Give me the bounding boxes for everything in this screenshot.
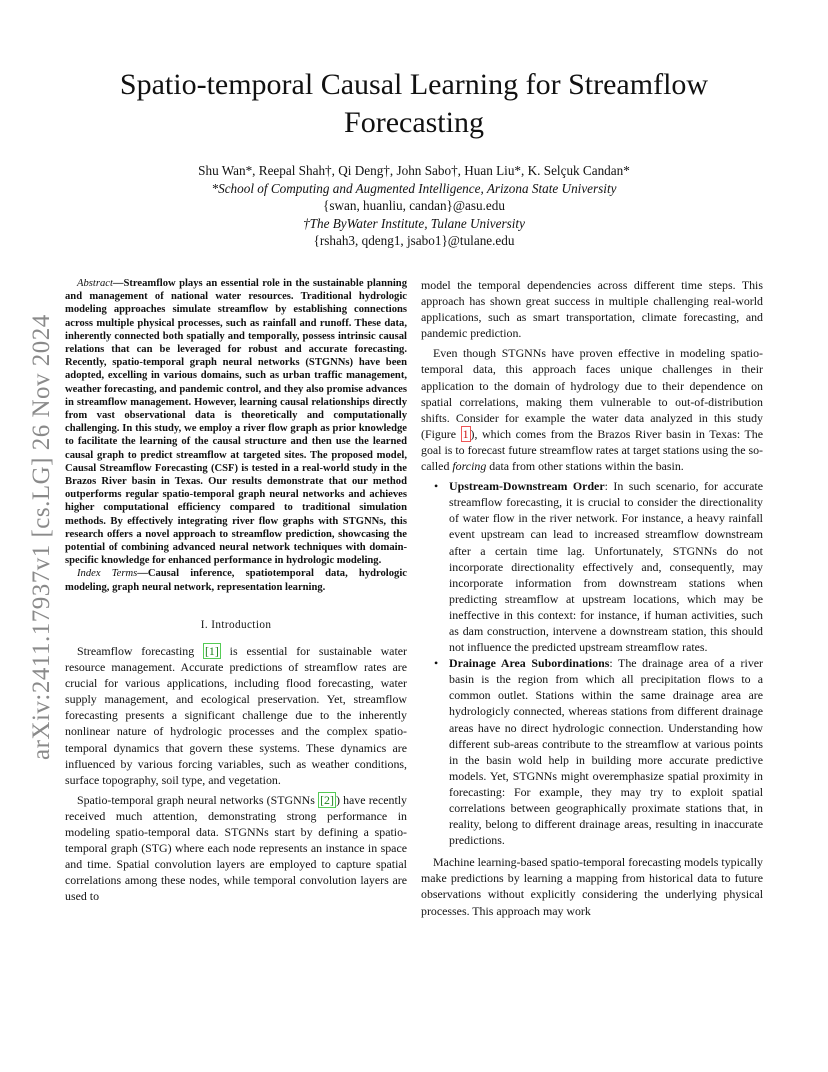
abstract: [65, 277, 407, 594]
bullet-icon: •: [434, 479, 439, 494]
author-block: [60, 162, 768, 250]
intro-paragraph-2: Spatio-temporal graph neural networks (STGNNs [2] ) have recently received much attention, demonstrating strong performance in modeling spatio-temporal data. STGNNs start by defining a spatio-temporal graph (STG) where each node represents an instance in space and time. Spatial convolution layers are employed to capture spatial correlations among these nodes, while temporal convolution layers are used to: [65, 792, 407, 904]
abstract-label: Abstract: [77, 278, 113, 289]
citation-link-1[interactable]: [1]: [204, 643, 219, 658]
figure-link-1[interactable]: 1: [462, 426, 469, 441]
index-terms-label: Index Terms: [77, 568, 138, 580]
intro-paragraph-5: Machine learning-based spatio-temporal forecasting models typically make predictions by learning a mapping from historical data to future observations without explicitly considering the underlying physical processes. This approach may work: [421, 855, 763, 918]
affiliation-asu: *School of Computing and Augmented Intelligence, Arizona State University: [211, 180, 617, 196]
left-column: [65, 277, 407, 908]
bullet-icon: •: [434, 656, 439, 671]
right-column: [421, 277, 763, 923]
abstract-text: —Streamflow plays an essential role in the sustainable planning and management of national water resources. Traditional hydrologic modeling approaches simulate streamflow by establishing connections across multiple physical processes, such as rainfall and runoff. These data, inherently connected both spatially and temporally, possess intrinsic causal relations that can be leveraged for robust and accurate forecasting. Recently, spatio-temporal graph neural networks (STGNNs) have been adopted, excelling in various domains, such as urban traffic management, weather forecasting, and pandemic control, and they also promise advances in streamflow management. However, learning causal relationships directly from vast observational data is theoretically and computationally challenging. In this study, we employ a river flow graph as prior knowledge to facilitate the learning of the causal structure and then use the learned causal graph to predict streamflow at targeted sites. The proposed model, Causal Streamflow Forecasting (CSF) is tested in a real-world study in the Brazos River basin in Texas. Our results demonstrate that our method outperforms regular spatio-temporal graph neural networks and achieves higher computational efficiency compared to traditional simulation methods. By effectively integrating river flow graphs with STGNNs, this research offers a novel approach to streamflow prediction, showcasing the potential of combining advanced neural network techniques with domain-specific knowledge for enhanced performance in hydrologic modeling.: [65, 278, 407, 567]
index-terms-text: —Causal inference, spatiotemporal data, hydrologic modeling, graph neural network, representation learning.: [65, 568, 407, 593]
intro-paragraph-1: Streamflow forecasting [1] is essential for sustainable water resource management. Accurate predictions of streamflow rates are crucial for various applications, including flood forecasting, water supply management, and ecological preservation. Yet, streamflow forecasting presents a significant challenge due to the inherently nonlinear nature of hydrologic processes and the complex spatio-temporal dynamics that govern these systems. These dynamics are influenced by various forcing variables, such as weather conditions, surface topography, soil type, and vegetation.: [65, 643, 407, 787]
email-tulane: {rshah3, qdeng1, jsabo1}@tulane.edu: [313, 233, 515, 248]
intro-paragraph-4: Even though STGNNs have proven effective in modeling spatio-temporal data, this approach faces unique challenges in their application to the domain of hydrology due to their dependence on spatial correlations, making them vulnerable to out-of-distribution shifts. Consider for example the water data analyzed in this study (Figure 1 ), which comes from the Brazos River basin in Texas: The goal is to forecast future streamflow rates at target stations using the so-called forcing data from other stations within the basin.: [421, 346, 763, 474]
challenge-list: [421, 478, 763, 848]
email-asu: {swan, huanliu, candan}@asu.edu: [323, 198, 505, 213]
intro-paragraph-3: model the temporal dependencies across different time steps. This approach has shown great success in multiple challenging real-world applications, such as smart transportation, climate forecasting, and pandemic prediction.: [421, 278, 763, 341]
list-item-upstream-downstream: • Upstream-Downstream Order: In such scenario, for accurate streamflow forecasting, it is crucial to consider the directionality of water flow in the river network. For instance, a heavy rainfall event upstream can lead to increased streamflow downstream after a certain time lag. Unfortunately, STGNNs do not incorporate directionality effectively and, consequently, may incorporate information from downstream stations when predicting streamflow at upstream locations, which may be ineffective in this context: for instance, if human activities, such as dam construction, intervene a downstream station, this should not influence the predicted upstream streamflow rates.: [434, 479, 763, 655]
author-names: Shu Wan*, Reepal Shah†, Qi Deng†, John Sabo†, Huan Liu*, K. Selçuk Candan*: [198, 163, 630, 178]
paper-title: Spatio-temporal Causal Learning for Streamflow Forecasting: [119, 68, 709, 139]
arxiv-identifier: arXiv:2411.17937v1 [cs.LG] 26 Nov 2024: [28, 314, 55, 760]
affiliation-tulane: †The ByWater Institute, Tulane University: [303, 215, 525, 231]
citation-link-2[interactable]: [2]: [320, 792, 334, 807]
section-heading-introduction: I. Introduction: [200, 618, 272, 631]
list-item-drainage-area: • Drainage Area Subordinations: The drainage area of a river basin is the region from which all precipitation flows to a common outlet. Stations within the same drainage area are hydrologicly connected, whereas stations from different drainage areas have no direct hydrologic connection. Understanding how different sub-areas contribute to the streamflow at various points in the basin wold help in building more accurate predictive models. Yet, STGNNs might overemphasize spatial proximity in forecasting: For example, they may try to exploit spatial correlations between geographically proximate stations that, in reality, belong to different drainage areas, resulting in inaccurate predictions.: [434, 656, 763, 848]
